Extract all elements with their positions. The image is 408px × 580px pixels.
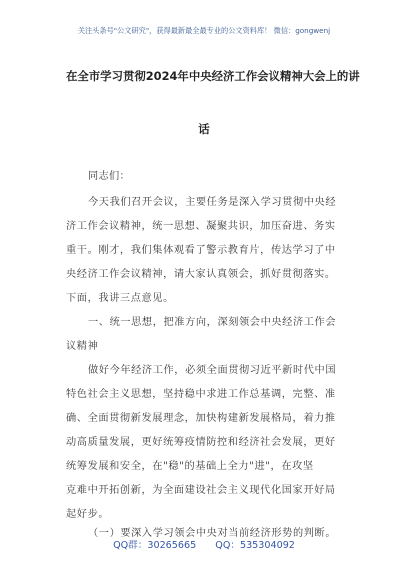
footer-qq-group: QQ群：30265665 [113, 540, 197, 551]
document-title: 在全市学习贯彻2024年中央经济工作会议精神大会上的讲 [66, 69, 360, 83]
document-title-continuation: 话 [198, 122, 210, 136]
section-heading: 一、统一思想，把准方向，深刻领会中央经济工作会 [88, 317, 337, 328]
body-line: 下面，我讲三点意见。 [66, 293, 174, 304]
body-line: 确、全面贯彻新发展理念，加快构建新发展格局，着力推 [66, 413, 336, 424]
footer-contact [0, 537, 408, 551]
body-line: 重干。刚才，我们集体观看了警示教育片，传达学习了中 [66, 245, 336, 256]
body-line: 克难中开拓创新，为全面建设社会主义现代化国家开好局 [66, 485, 336, 496]
body-line: 济工作会议精神，统一思想、凝聚共识，加压奋进、务实 [66, 221, 336, 232]
subsection-heading: （一）要深入学习领会中央对当前经济形势的判断。 [88, 528, 337, 539]
top-banner: 关注头条号"公文研究"，获得最新最全最专业的公文资料库！ 微信：gongwenj [77, 26, 331, 35]
body-line: 今天我们召开会议，主要任务是深入学习贯彻中央经 [88, 197, 337, 208]
footer-qq-number: QQ：535304092 [215, 540, 295, 551]
body-line: 做好今年经济工作，必须全面贯彻习近平新时代中国 [88, 365, 337, 376]
body-line: 特色社会主义思想，坚持稳中求进工作总基调，完整、准 [66, 389, 336, 400]
body-line: 动高质量发展，更好统筹疫情防控和经济社会发展，更好 [66, 437, 336, 448]
body-line: 央经济工作会议精神，请大家认真领会，抓好贯彻落实。 [66, 269, 336, 280]
body-line: 起好步。 [66, 509, 110, 520]
salutation: 同志们： [88, 171, 130, 182]
body-line: 统筹发展和安全，在"稳"的基础上全力"进"，在攻坚 [66, 461, 314, 472]
section-heading-continuation: 议精神 [66, 341, 99, 352]
